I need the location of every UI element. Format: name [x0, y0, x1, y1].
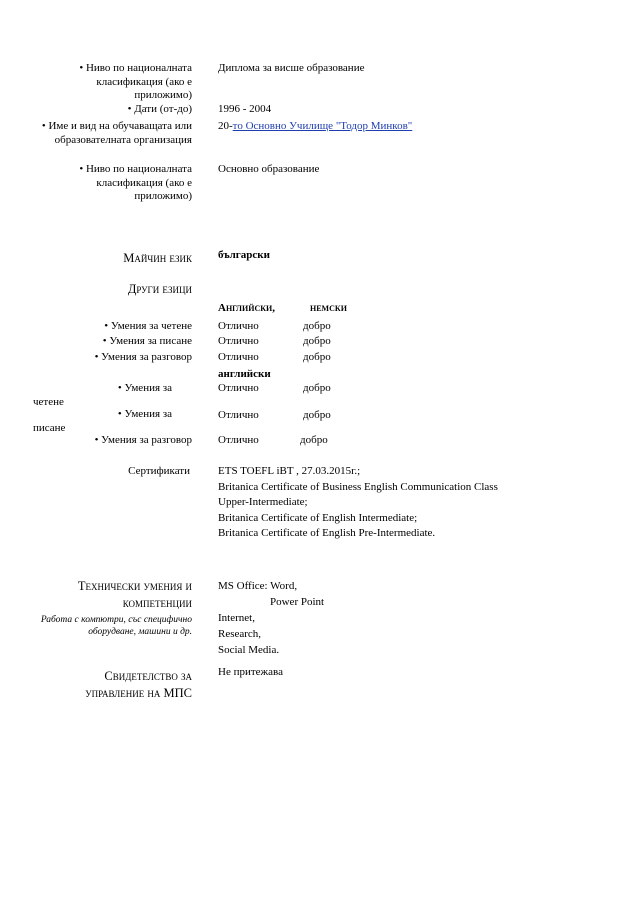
- reading2-level-1: Отлично: [218, 382, 259, 394]
- speaking2-level-1: Отлично: [218, 434, 259, 446]
- license-title-line2: управление на МПС: [85, 686, 192, 700]
- technical-title-line2: компетенции: [122, 596, 192, 610]
- speaking-level-1: Отлично: [218, 351, 259, 363]
- speaking2-level-2: добро: [300, 434, 328, 446]
- dates-value: 1996 - 2004: [218, 103, 272, 115]
- reading-level-1: Отлично: [218, 320, 259, 332]
- speaking-level-2: добро: [303, 351, 331, 363]
- writing-level-1: Отлично: [218, 335, 259, 347]
- technical-skills-list: [218, 580, 324, 660]
- driving-license-value: Не притежава: [218, 666, 283, 678]
- organization-value: [218, 120, 412, 134]
- organization-label: • Име и вид на обучаващата или образователната организация: [41, 120, 192, 146]
- qualification-value-2: Основно образование: [218, 163, 320, 175]
- language-header-1: Английски,: [218, 302, 276, 314]
- school-link[interactable]: то Основно Училище "Тодор Минков": [232, 120, 413, 132]
- dates-label: • Дати (от-до): [127, 103, 192, 115]
- writing2-level-1: Отлично: [218, 409, 259, 421]
- reading-label-2b: четене: [33, 396, 64, 408]
- skill-line: Internet,: [218, 612, 255, 624]
- certificates-label: Сертификати: [128, 465, 190, 477]
- reading-level-2: добро: [303, 320, 331, 332]
- technical-title-line1: Технически умения и: [77, 579, 192, 593]
- skill-line: Power Point: [270, 596, 325, 608]
- other-languages-label: Други езици: [127, 282, 192, 296]
- reading2-level-2: добро: [303, 382, 331, 394]
- license-title-line1: Свидетелство за: [104, 669, 192, 683]
- certificate-line: ETS TOEFL iBT , 27.03.2015г.;: [218, 465, 361, 477]
- qualification-value-1: Диплома за висше образование: [218, 62, 365, 74]
- writing-label-2a: • Умения за: [117, 408, 172, 420]
- mother-tongue-label: Майчин език: [123, 251, 192, 265]
- qualification-label-2: • Ниво по националната класификация (ако е приложимо): [79, 163, 192, 202]
- certificate-line: Britanica Certificate of English Intermediate;: [218, 511, 418, 524]
- certificates-list: [218, 465, 498, 543]
- reading-label: • Умения за четене: [104, 320, 192, 332]
- organization-prefix: 20-: [218, 120, 233, 132]
- skill-line: Social Media.: [218, 644, 280, 656]
- qualification-label-1: • Ниво по националната класификация (ако е приложимо): [79, 62, 192, 101]
- technical-skills-title: [20, 578, 192, 612]
- mother-tongue-value: български: [218, 249, 270, 261]
- certificate-line: Britanica Certificate of Business English Communication Class: [218, 480, 498, 493]
- writing-label-2b: писане: [33, 422, 66, 434]
- driving-license-title: [20, 668, 192, 702]
- speaking-label: • Умения за разговор: [94, 351, 192, 363]
- speaking-label-2: • Умения за разговор: [94, 434, 192, 446]
- language-subheader: английски: [218, 368, 271, 380]
- language-header-2: немски: [310, 302, 347, 314]
- certificate-line: Britanica Certificate of English Pre-Intermediate.: [218, 527, 436, 539]
- writing2-level-2: добро: [303, 409, 331, 421]
- reading-label-2a: • Умения за: [117, 382, 172, 394]
- skill-line: Research,: [218, 628, 262, 640]
- writing-label: • Умения за писане: [102, 335, 192, 347]
- technical-skills-note: Работа с компютри, със специфично оборудване, машини и др.: [40, 615, 192, 637]
- writing-level-2: добро: [303, 335, 331, 347]
- certificate-line: Upper-Intermediate;: [218, 496, 308, 508]
- skill-line: MS Office: Word,: [218, 580, 298, 592]
